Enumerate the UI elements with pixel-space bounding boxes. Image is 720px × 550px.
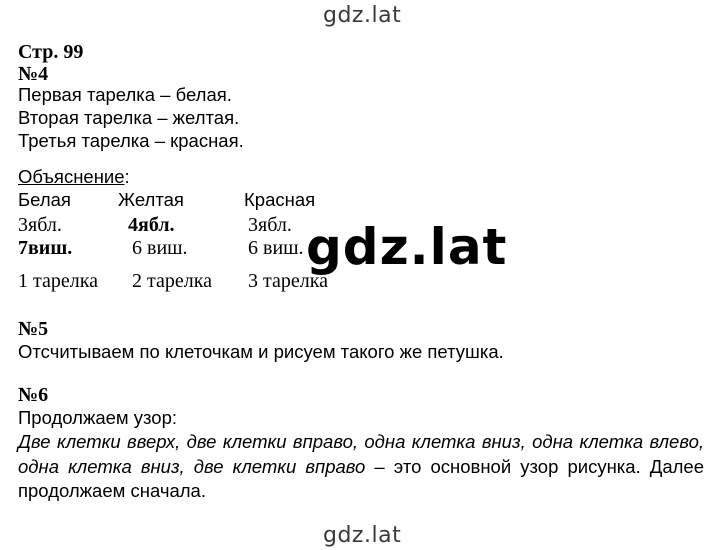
task6-normal-text: – это основной узор рисунка. Далее продолжаем сначала.	[18, 455, 704, 501]
column-header-red: Красная	[244, 189, 316, 210]
task6-italic-text: Две клетки вверх, две клетки вправо, одна клетка вниз, одна клетка влево, одна клетка вниз, две клетки вправо	[18, 431, 704, 477]
plate-label-3: 3 тарелка	[248, 270, 329, 292]
watermark-top: gdz.lat	[323, 3, 402, 28]
task6-paragraph	[18, 430, 704, 504]
task4-line-2: Вторая тарелка – желтая.	[18, 107, 240, 128]
explanation-label: Объяснение	[18, 166, 125, 187]
watermark-middle: gdz.lat	[306, 218, 508, 276]
explanation-colon: :	[124, 166, 130, 187]
explanation-heading	[18, 166, 130, 188]
column-header-white: Белая	[18, 189, 71, 210]
cherries-red: 6 виш.	[248, 237, 304, 259]
cherries-white: 7виш.	[18, 237, 73, 259]
plate-label-2: 2 тарелка	[132, 270, 213, 292]
task5-number: №5	[18, 318, 49, 340]
watermark-bottom: gdz.lat	[323, 523, 402, 548]
task4-number: №4	[18, 63, 49, 85]
plate-label-1: 1 тарелка	[18, 270, 99, 292]
apples-white: 3ябл.	[18, 214, 62, 236]
task6-intro: Продолжаем узор:	[18, 407, 177, 428]
page-reference: Стр. 99	[18, 41, 84, 63]
task4-line-1: Первая тарелка – белая.	[18, 84, 232, 105]
task4-line-3: Третья тарелка – красная.	[18, 130, 244, 151]
cherries-yellow: 6 виш.	[132, 237, 188, 259]
task5-text: Отсчитываем по клеточкам и рисуем такого же петушка.	[18, 341, 504, 362]
column-header-yellow: Желтая	[118, 189, 184, 210]
task6-number: №6	[18, 384, 49, 406]
apples-red: 3ябл.	[248, 214, 292, 236]
apples-yellow: 4ябл.	[128, 214, 175, 236]
